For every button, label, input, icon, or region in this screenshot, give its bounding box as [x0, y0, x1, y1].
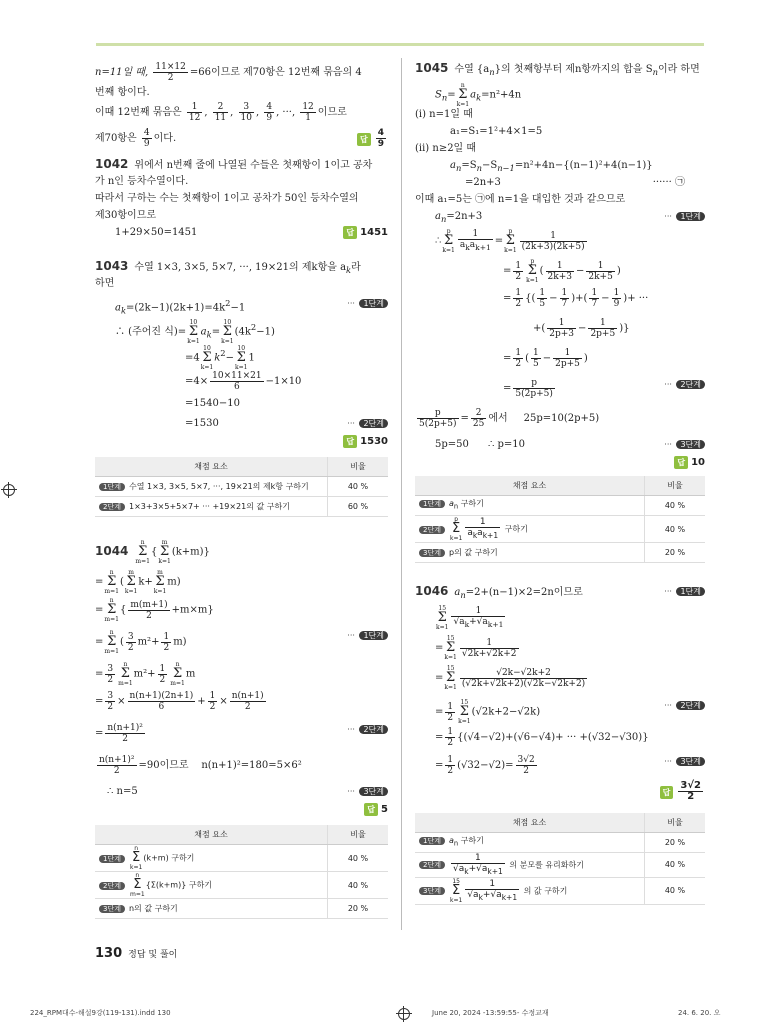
p1044-line-8: $\frac{\text{n(n+1)²}}{2}$ =90이므로 n(n+1)²=180=5×6² — [99, 755, 302, 776]
p1042-line-2: 가 n인 등차수열이다. — [95, 176, 189, 187]
p1046-line-2: 15 Σ k=1 $\frac{1}{√a_k+√a_{k+1}}$ — [436, 605, 504, 631]
p1043-line-3: $a_k=(2k-1)(2k+1)=4k^2-1$ ··· 1단계 — [95, 297, 388, 319]
p1042-line-4: 제30항이므로 — [95, 210, 157, 221]
answer-1042: 답 1451 — [343, 226, 388, 239]
p1045-line-14: = $\frac{1}{2}$ ( $\frac{1}{5}$ − $\frac{1}{2p+5}$ ) — [503, 348, 588, 369]
top-rule — [96, 43, 704, 46]
table-row: 3단계15 Σ k=1 $\frac{1}{√a_k+√a_{k+1}}$ 의 값 구하기 40 % — [415, 877, 705, 904]
right-column — [415, 62, 705, 905]
footer-title: 정답 및 풀이 — [128, 950, 178, 960]
p1042-line-3: 따라서 구하는 수는 첫째항이 1이고 공차가 50인 등차수열의 — [95, 193, 359, 204]
p1042-line-1: 1042 위에서 n번째 줄에 나열된 수들은 첫째항이 1이고 공차 — [95, 157, 373, 171]
step-2-badge: ··· 2단계 — [664, 378, 705, 391]
answer-intro: 답 $\frac{4}{9}$ — [357, 128, 388, 149]
intro-line-2: 번째 항이다. — [95, 87, 150, 98]
left-column — [95, 62, 388, 919]
p1044-line-6: = $\frac{3}{2}$ × $\frac{n(n+1)(2n+1)}{6}$ + $\frac{1}{2}$ × $\frac{n(n+1)}{2}$ — [95, 691, 264, 712]
slug-date: 24. 6. 20. 오 — [678, 1009, 721, 1017]
column-divider — [401, 58, 402, 930]
registration-mark-left — [3, 484, 15, 496]
table-row: 1단계n Σ k=1(k+m) 구하기 40 % — [95, 845, 388, 872]
step-1-badge: ··· 1단계 — [347, 297, 388, 310]
step-2-badge: ··· 2단계 — [347, 417, 388, 430]
p1045-line-5: (ⅱ) n≥2일 때 — [415, 143, 477, 154]
p1045-line-6: $a_n=S_n-S_{n-1}=n^2+4n-\{(n-1)^2+4(n-1)\}$ — [450, 160, 653, 173]
step-3-badge: ··· 3단계 — [664, 755, 705, 768]
answer-1045: 답 10 — [415, 456, 705, 472]
p1044-line-9: ∴ n=5 ··· 3단계 — [95, 785, 388, 803]
slug-time: June 20, 2024 -13:59:55- 수정교재 — [432, 1009, 549, 1017]
p1043-line-1: 1043 수열 1×3, 3×5, 5×7, ···, 19×21의 제k항을 $a_k$라 — [95, 259, 361, 275]
step-2-badge: ··· 2단계 — [347, 723, 388, 736]
p1043-line-7: =1540−10 — [185, 398, 240, 409]
slug-file: 224_RPM대수-해설9강(119-131).indd 130 — [30, 1009, 171, 1017]
step-3-badge: ··· 3단계 — [347, 785, 388, 798]
table-row: 3단계 p의 값 구하기 20 % — [415, 543, 705, 563]
p1044-line-3: =n Σ m=1{ $\frac{m(m+1)}{2}$ +m×m} — [95, 597, 214, 623]
p1043-line-2: 하면 — [95, 278, 115, 289]
p1046-line-3: =15 Σ k=1 $\frac{1}{√2k+√2k+2}$ — [435, 635, 517, 661]
page-footer — [95, 946, 177, 961]
p1045-line-11: = $\frac{1}{2}$ p Σ k=1( $\frac{1}{2k+3}$ − $\frac{1}{2k+5}$ ) — [503, 258, 621, 284]
p1042-line-5: 1+29×50=1451 답 1451 — [115, 227, 388, 238]
step-1-badge: ··· 1단계 — [664, 210, 705, 223]
intro-line-4: 제70항은 $\frac{4}{9}$ 이다. 답 $\frac{4}{9}$ — [95, 128, 388, 158]
intro-line-1: n=11일 때, $\frac{11\times 12}{2}$ =66이므로 제70항은 12번째 묶음의 4 — [95, 62, 362, 83]
p1046-line-6: = $\frac{1}{2}$ {(√4−√2)+(√6−√4)+ ··· +(√32−√30)} — [435, 727, 649, 748]
score-table-1045: 채점 요소 비율 1단계 $a_n$ 구하기 40 % 2단계p Σ k=1 $\frac{1}{a_ka_{k+1}}$ 구하기 40 % 3단계 p의 값 구하기 20 % — [415, 476, 705, 563]
p1045-line-8: 이때 a₁=5는 ㉠에 n=1을 대입한 것과 같으므로 — [415, 194, 626, 205]
p1044-line-7: = $\frac{\text{n(n+1)²}}{2}$ ··· 2단계 — [95, 723, 388, 755]
p1045-line-15: = $\frac{p}{5(2p+5)}$ ··· 2단계 — [415, 378, 705, 408]
table-row: 2단계n Σ m=1{Σ(k+m)} 구하기 40 % — [95, 872, 388, 899]
score-table-1046: 채점 요소 비율 1단계 $a_n$ 구하기 20 % 2단계 $\frac{1}{√a_k+√a_{k+1}}$ 의 분모를 유리화하기 40 % 3단계15 Σ k=1 $\frac{1}{√a_k+√a_{k+1}}$ 의 값 구하기 40 % — [415, 813, 705, 905]
p1045-line-3: (ⅰ) n=1일 때 — [415, 109, 473, 120]
p1043-line-4: ∴ (주어진 식)=10 Σ $k=1a_k=10$ Σ $k=1(4k^2-1)$ — [115, 319, 275, 345]
registration-mark-bottom — [398, 1008, 410, 1020]
p1045-line-9: $a_n=2n+3$ ··· 1단계 — [415, 210, 705, 228]
p1045-line-1: 1045 수열 $\{a_n\}$의 첫째항부터 제n항까지의 합을 $S_n$이라 하면 — [415, 61, 700, 77]
intro-line-3: 이때 12번째 묶음은 $\frac{1}{12}$ , $\frac{2}{11}$ , $\frac{3}{10}$ , $\frac{4}{9}$ , ···, $\frac{12}{1}$ 이므로 — [95, 102, 347, 123]
p1045-line-4: a₁=S₁=1²+4×1=5 — [450, 126, 543, 137]
step-3-badge: ··· 3단계 — [664, 438, 705, 451]
table-row: 2단계p Σ k=1 $\frac{1}{a_ka_{k+1}}$ 구하기 40 % — [415, 516, 705, 543]
step-1-badge: ··· 1단계 — [347, 629, 388, 642]
table-row: 3단계 n의 값 구하기 20 % — [95, 899, 388, 919]
table-row: 1단계 $a_n$ 구하기 20 % — [415, 833, 705, 853]
p1046-line-1: 1046 $a_n=2+(n-1)\times 2=2n$이므로 ··· 1단계 — [415, 585, 705, 605]
table-row: 1단계 $a_n$ 구하기 40 % — [415, 496, 705, 516]
p1046-line-4: =15 Σ k=1 $\frac{√2k-√2k+2}{(√2k+√2k+2)(√2k-√2k+2)}$ — [435, 665, 586, 691]
p1043-line-8: =1530 ··· 2단계 — [95, 417, 388, 435]
p1045-line-13: +( $\frac{1}{2p+3}$ − $\frac{1}{2p+5}$ )} — [533, 318, 630, 339]
p1045-line-17: 5p=50 ∴ p=10 ··· 3단계 — [415, 438, 705, 456]
p1043-line-6: =4× $\frac{10\times 11\times 21}{6}$ −1×10 — [185, 371, 302, 392]
p1044-line-2: =n Σ m=1(m Σ k=1k+m Σ k=1m) — [95, 569, 181, 595]
p1045-line-7: =2n+3 ······ ㉠ — [465, 177, 685, 188]
answer-1044: 답 5 — [95, 803, 388, 821]
p1044-line-5: = $\frac{3}{2}$ n Σ m=1m²+ $\frac{1}{2}$ n Σ m=1m — [95, 661, 196, 687]
score-table-1044: 채점 요소 비율 1단계n Σ k=1(k+m) 구하기 40 % 2단계n Σ m=1{Σ(k+m)} 구하기 40 % 3단계 n의 값 구하기 20 % — [95, 825, 388, 919]
step-2-badge: ··· 2단계 — [664, 699, 705, 712]
p1044-line-4: =n Σ m=1( $\frac{3}{2}$ m²+ $\frac{1}{2}$ m) ··· 1단계 — [95, 629, 388, 661]
table-row: 2단계 1×3+3×5+5×7+ ··· +19×21의 값 구하기 60 % — [95, 497, 388, 517]
step-1-badge: ··· 1단계 — [664, 585, 705, 598]
p1043-line-5: =410 Σ $k=1k^2-10$ Σ k=11 — [185, 345, 255, 371]
answer-1043: 답 1530 — [95, 435, 388, 453]
p1044-line-1: 1044n Σ m=1{m Σ k=1(k+m)} — [95, 539, 210, 565]
p1045-line-2: $S_n=n$ Σ $k=1a_k=n^2+4n$ — [435, 82, 522, 108]
answer-1046: 답 $\frac{3√2}{2}$ — [415, 781, 705, 809]
p1045-line-16: $\frac{p}{5(2p+5)}$ = $\frac{2}{25}$ 에서 25p=10(2p+5) — [419, 408, 600, 429]
table-row: 1단계 수열 1×3, 3×5, 5×7, ···, 19×21의 제k항 구하기 40 % — [95, 477, 388, 497]
p1045-line-12: = $\frac{1}{2}$ {( $\frac{1}{5}$ − $\frac{1}{7}$ )+( $\frac{1}{7}$ − $\frac{1}{9}$ )+ ··· — [503, 288, 649, 309]
p1045-line-10: ∴p Σ k=1 $\frac{1}{a_ka_{k+1}}$ =p Σ k=1 $\frac{1}{(2k+3)(2k+5)}$ — [435, 228, 585, 254]
p1046-line-7: = $\frac{1}{2}$ (√32−√2)= $\frac{3√2}{2}$ ··· 3단계 — [415, 755, 705, 781]
table-row: 2단계 $\frac{1}{√a_k+√a_{k+1}}$ 의 분모를 유리화하기 40 % — [415, 853, 705, 878]
p1046-line-5: = $\frac{1}{2}$ 15 Σ k=1(√2k+2−√2k) ··· 2단계 — [415, 699, 705, 727]
score-table-1043: 채점 요소 비율 1단계 수열 1×3, 3×5, 5×7, ···, 19×21의 제k항 구하기 40 % 2단계 1×3+3×5+5×7+ ··· +19×21의 값 구하기 60 % — [95, 457, 388, 517]
page-number: 130 — [95, 946, 123, 961]
